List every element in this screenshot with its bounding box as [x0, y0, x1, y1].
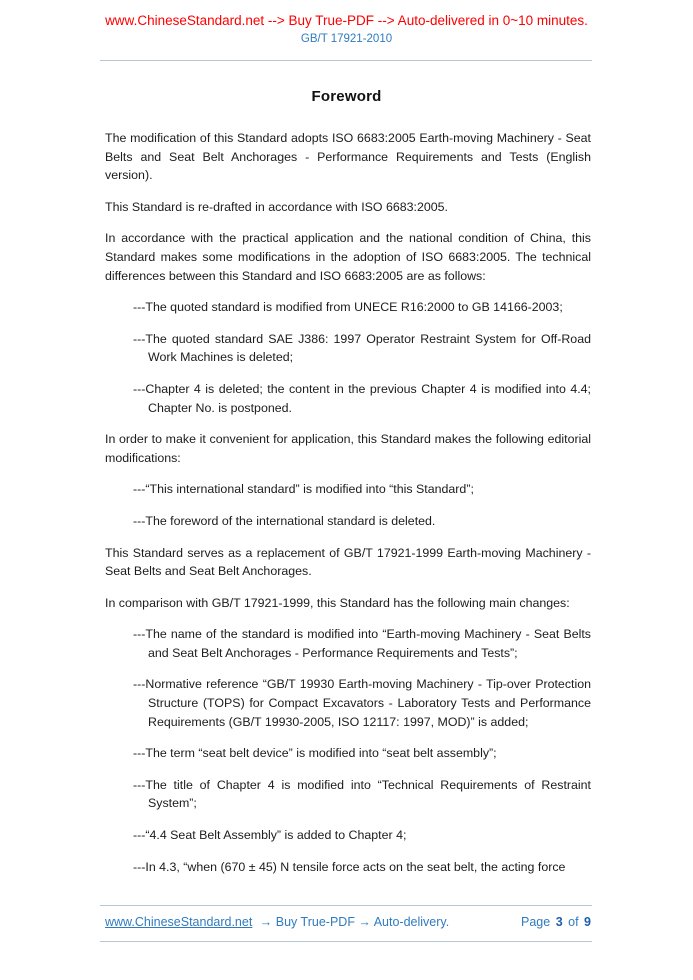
- list-item: ---The foreword of the international standard is deleted.: [133, 513, 436, 528]
- header-divider: [100, 60, 592, 61]
- paragraph: The modification of this Standard adopts ISO 6683:2005 Earth-moving Machinery - Seat Belts and Seat Belt Anchorages - Performance Requirements and Tests (English version).: [105, 131, 591, 183]
- list-item: ---The title of Chapter 4 is modified into “Technical Requirements of Restraint System”;: [133, 777, 591, 811]
- promo-banner: www.ChineseStandard.net --> Buy True-PDF --> Auto-delivered in 0~10 minutes.: [105, 13, 588, 28]
- standard-number: GB/T 17921-2010: [300, 33, 393, 45]
- footer-left: [105, 915, 449, 929]
- paragraph: This Standard is re-drafted in accordance with ISO 6683:2005.: [105, 199, 448, 214]
- footer-tagline: → Buy True-PDF → Auto-delivery.: [259, 915, 450, 929]
- page-total: 9: [584, 915, 591, 929]
- paragraph: In accordance with the practical application and the national condition of China, this Standard makes some modifications in the adoption of ISO 6683:2005. The technical differences between this Standard and ISO 6683:2005 are as follows:: [105, 231, 591, 283]
- paragraph: This Standard serves as a replacement of GB/T 17921-1999 Earth-moving Machinery - Seat Belts and Seat Belt Anchorages.: [105, 545, 591, 579]
- footer-divider-top: [100, 905, 592, 906]
- page-label: Page: [521, 915, 551, 929]
- paragraph: In order to make it convenient for application, this Standard makes the following editorial modifications:: [105, 432, 591, 465]
- list-item: ---“4.4 Seat Belt Assembly” is added to Chapter 4;: [133, 828, 407, 843]
- list-item: ---“This international standard” is modified into “this Standard”;: [133, 482, 474, 497]
- paragraph: In comparison with GB/T 17921-1999, this Standard has the following main changes:: [105, 595, 570, 610]
- document-content: [105, 129, 591, 889]
- page-footer: [105, 915, 591, 929]
- list-item: ---The term “seat belt device” is modified into “seat belt assembly”;: [133, 746, 497, 761]
- footer-divider-bottom: [100, 941, 592, 942]
- list-item: ---The name of the standard is modified into “Earth-moving Machinery - Seat Belts and Seat Belt Anchorages - Performance Requirements and Tests”;: [133, 627, 591, 660]
- of-label: of: [568, 915, 579, 929]
- list-item: ---The quoted standard SAE J386: 1997 Operator Restraint System for Off-Road Work Machines is deleted;: [133, 331, 591, 365]
- page-indicator: [519, 915, 591, 929]
- page-title: Foreword: [311, 88, 382, 105]
- footer-link[interactable]: www.ChineseStandard.net: [105, 915, 253, 929]
- list-item: ---In 4.3, “when (670 ± 45) N tensile force acts on the seat belt, the acting force: [133, 859, 566, 874]
- page-current: 3: [555, 915, 563, 929]
- list-item: ---Chapter 4 is deleted; the content in the previous Chapter 4 is modified into 4.4; Chapter No. is postponed.: [133, 381, 591, 415]
- list-item: ---Normative reference “GB/T 19930 Earth-moving Machinery - Tip-over Protection Structure (TOPS) for Compact Excavators - Laboratory Tests and Performance Requirements (GB/T 19930-2005, ISO 12117: 1997, MOD)” is added;: [133, 677, 591, 729]
- list-item: ---The quoted standard is modified from UNECE R16:2000 to GB 14166-2003;: [133, 300, 563, 315]
